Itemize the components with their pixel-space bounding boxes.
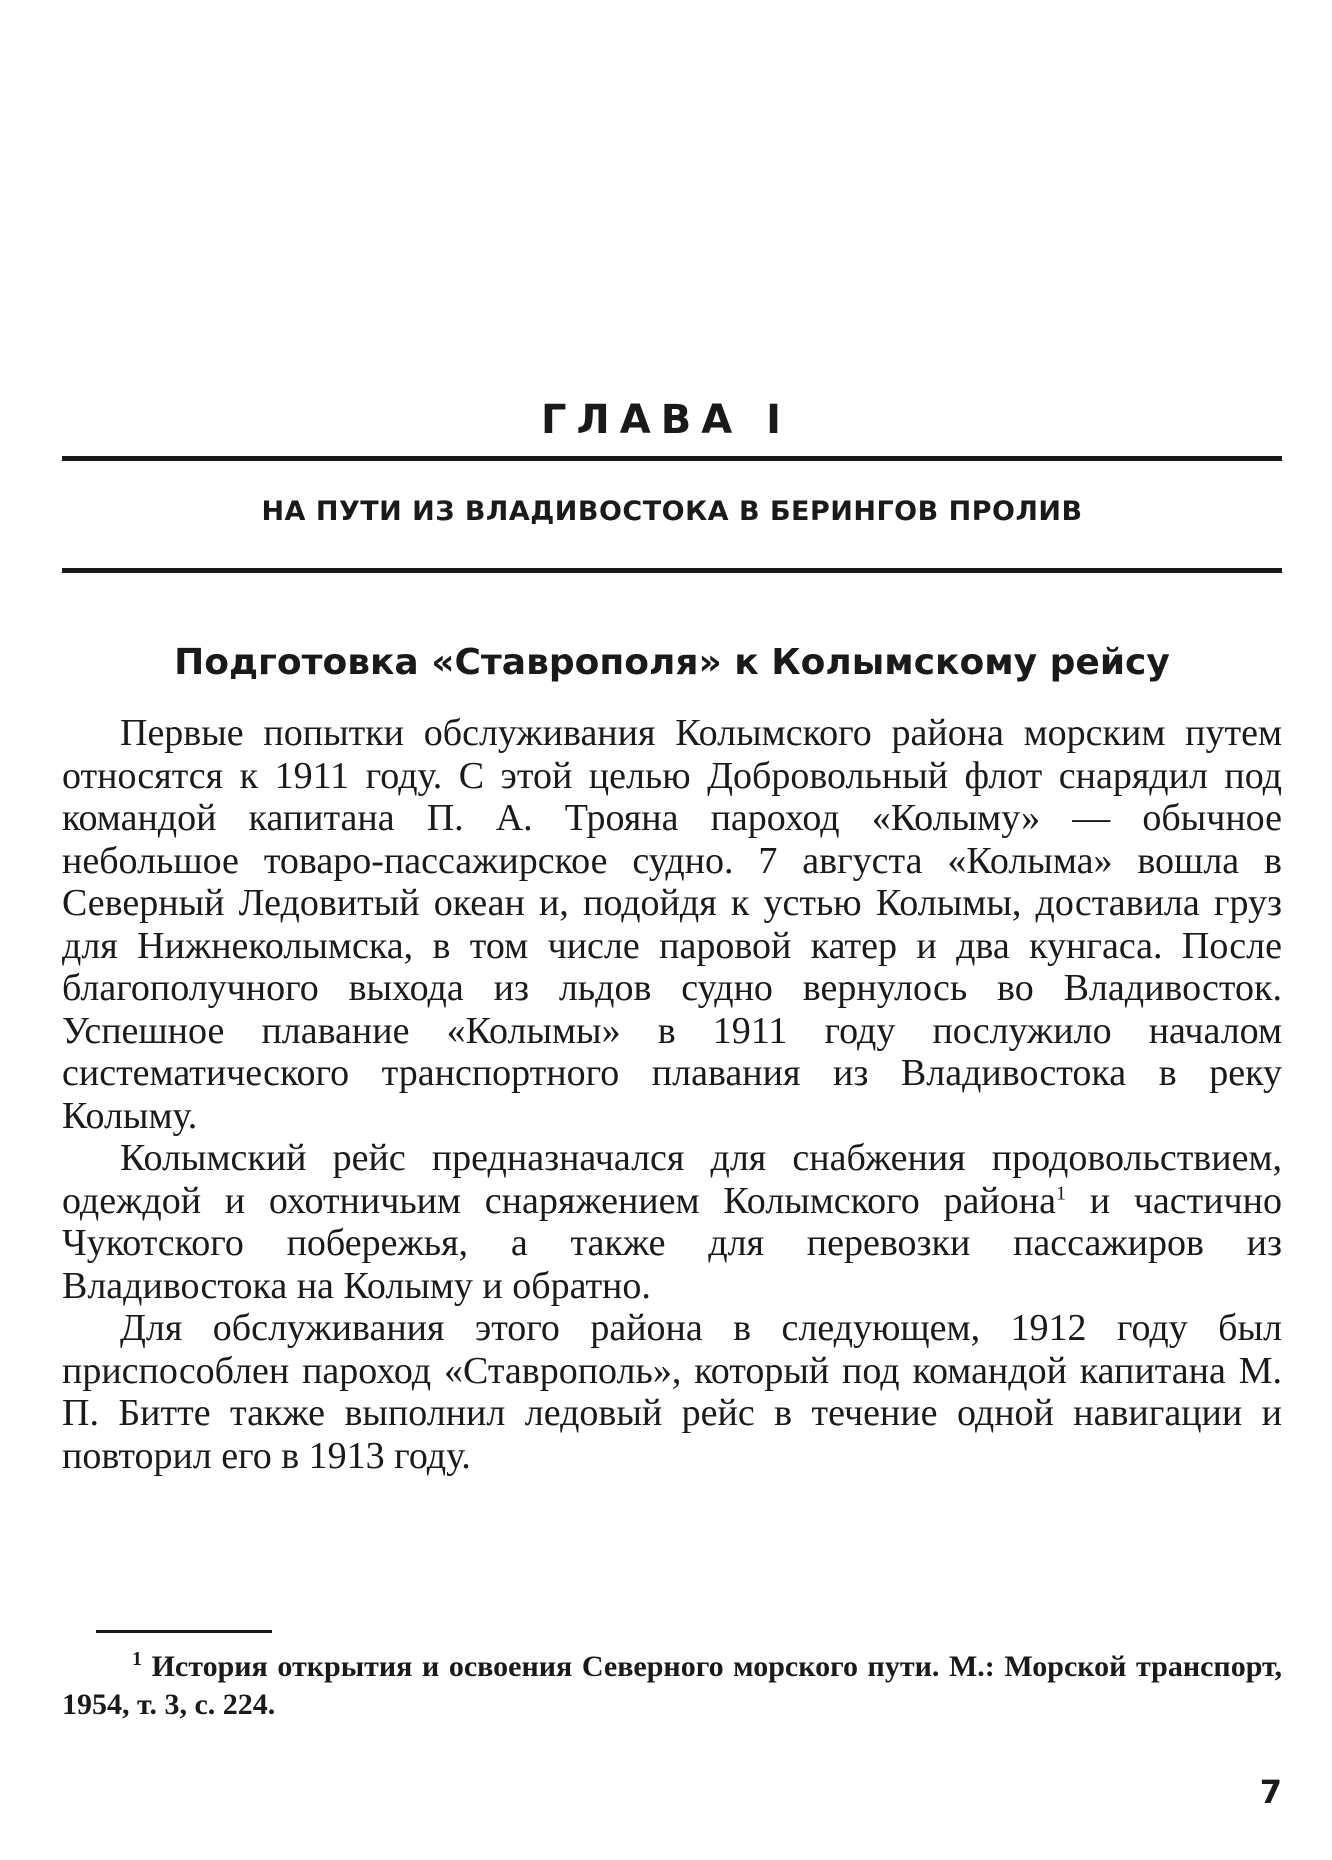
paragraph-3: Для обслуживания этого района в следующем, 1912 году был приспособлен пароход «Ставрополь», который под командой капитана М. П. Битте также выполнил ледовый рейс в течение одной навигации и повторил его в 1913 году. (62, 1307, 1282, 1477)
page-number: 7 (1259, 1773, 1282, 1811)
footnote-reference: 1 (1055, 1181, 1066, 1204)
body-text (62, 712, 1282, 1477)
footnote-text: История открытия и освоения Северного морского пути. М.: Морской транспорт, 1954, т. 3, с. 224. (62, 1650, 1282, 1721)
paragraph-2-part-1: Колымский рейс предназначался для снабжения продовольствием, одеждой и охотничьим снаряжением Колымского района (62, 1137, 1282, 1222)
chapter-title: НА ПУТИ ИЗ ВЛАДИВОСТОКА В БЕРИНГОВ ПРОЛИВ (261, 496, 1083, 527)
paragraph-1: Первые попытки обслуживания Колымского района морским путем относятся к 1911 году. С этой целью Добровольный флот снарядил под командой капитана П. А. Трояна пароход «Колыму» — обычное небольшое товаро-пассажирское судно. 7 августа «Колыма» вошла в Северный Ледовитый океан и, подойдя к устью Колымы, доставила груз для Нижнеколымска, в том числе паровой катер и два кунгаса. После благополучного выхода из льдов судно вернулось во Владивосток. Успешное плавание «Колымы» в 1911 году послужило началом систематического транспортного плавания из Владивостока в реку Колыму. (62, 712, 1282, 1137)
paragraph-2-part-2: и частично Чукотского побережья, а также для перевозки пассажиров из Владивостока на Колыму и обратно. (62, 1179, 1283, 1307)
footnote (62, 1648, 1282, 1724)
paragraph-2 (62, 1137, 1282, 1307)
section-title: Подготовка «Ставрополя» к Колымскому рейсу (174, 642, 1170, 683)
footnote-separator (96, 1630, 272, 1633)
chapter-label: ГЛАВА I (541, 397, 791, 443)
bottom-rule (62, 568, 1282, 573)
top-rule (62, 456, 1282, 461)
footnote-marker: 1 (132, 1648, 142, 1670)
